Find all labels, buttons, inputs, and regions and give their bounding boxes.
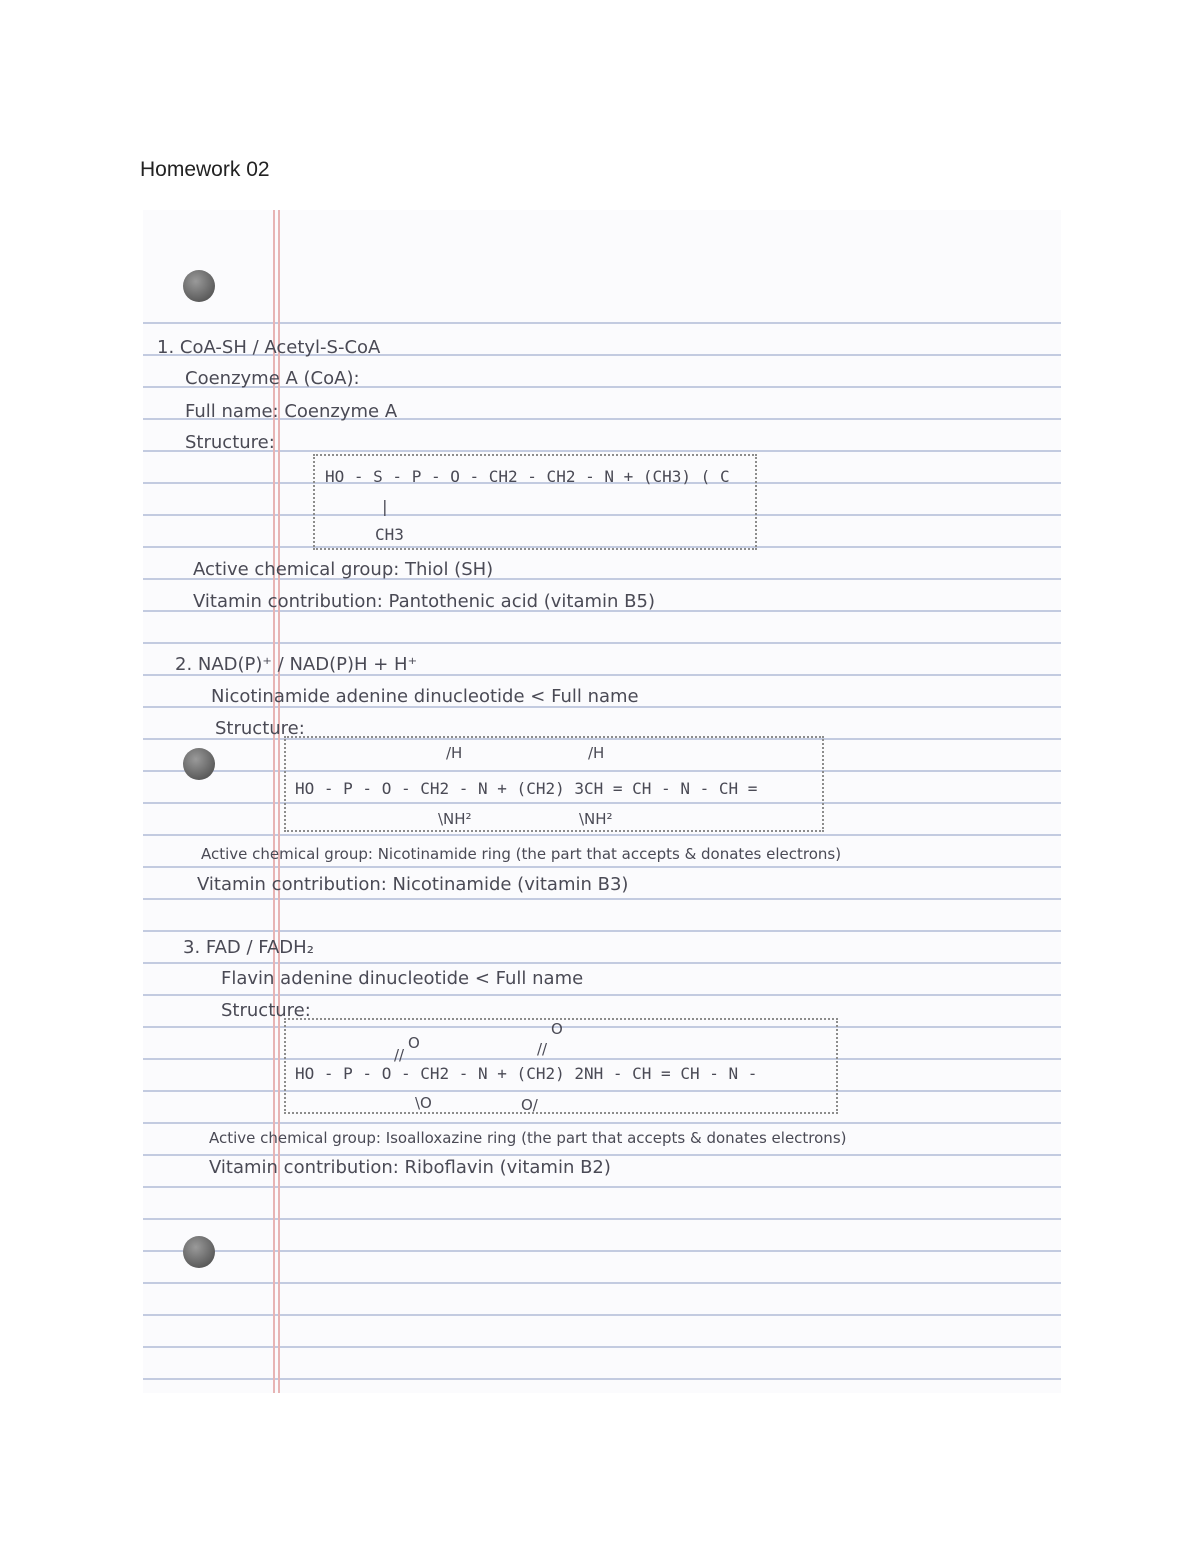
q3-structure-label: Structure: [221,1000,311,1021]
ruled-line [143,1154,1061,1156]
ruled-line [143,1122,1061,1124]
q1-vitamin: Vitamin contribution: Pantothenic acid (vitamin B5) [193,591,655,612]
q2-heading: 2. NAD(P)⁺ / NAD(P)H + H⁺ [175,654,418,675]
notebook-page [143,210,1061,1393]
binder-hole [183,1236,215,1268]
ruled-line [143,930,1061,932]
ruled-line [143,962,1061,964]
q2-structure-line: HO - P - O - CH2 - N + (CH2) 3CH = CH - N - CH = [295,779,758,798]
q3-double-bond-right: // [537,1040,548,1058]
q1-full-name: Full name: Coenzyme A [185,401,398,422]
ruled-line [143,1250,1061,1252]
ruled-line [143,322,1061,324]
q3-active-group: Active chemical group: Isoalloxazine ring (the part that accepts & donates electrons) [209,1129,847,1147]
q2-nh-2: \NH² [579,810,613,828]
ruled-line [143,1282,1061,1284]
q2-nh-1: \NH² [438,810,472,828]
binder-hole [183,748,215,780]
q2-full-name: Nicotinamide adenine dinucleotide < Full name [211,686,639,707]
q3-full-name: Flavin adenine dinucleotide < Full name [221,968,584,989]
q3-o-bottom-left: \O [415,1094,432,1112]
q3-o-bottom-right: O/ [521,1096,538,1114]
q2-vitamin: Vitamin contribution: Nicotinamide (vitamin B3) [197,874,629,895]
ruled-line [143,898,1061,900]
ruled-line [143,834,1061,836]
q2-structure-label: Structure: [215,718,305,739]
page-title: Homework 02 [140,158,270,181]
q3-structure-line: HO - P - O - CH2 - N + (CH2) 2NH - CH = CH - N - [295,1064,758,1083]
ruled-line [143,1314,1061,1316]
q1-subtitle: Coenzyme A (CoA): [185,368,360,389]
ruled-line [143,994,1061,996]
q1-active-group: Active chemical group: Thiol (SH) [193,559,494,580]
q3-o-top-right: O [551,1020,563,1038]
q3-vitamin: Vitamin contribution: Riboflavin (vitamin B2) [209,1157,611,1178]
q3-o-top-left: O [408,1034,420,1052]
ruled-line [143,450,1061,452]
q2-h-1: /H [446,744,463,762]
q1-heading: 1. CoA-SH / Acetyl-S-CoA [157,337,381,358]
ruled-line [143,866,1061,868]
q1-structure-label: Structure: [185,432,275,453]
q1-structure-sub: CH3 [375,525,404,544]
ruled-line [143,1218,1061,1220]
ruled-line [143,1186,1061,1188]
q3-double-bond-left: // [394,1046,405,1064]
binder-hole [183,270,215,302]
ruled-line [143,1346,1061,1348]
q3-heading: 3. FAD / FADH₂ [183,937,314,958]
ruled-line [143,1378,1061,1380]
ruled-line [143,642,1061,644]
q2-active-group: Active chemical group: Nicotinamide ring (the part that accepts & donates electrons) [201,845,842,863]
q1-structure-line: HO - S - P - O - CH2 - CH2 - N + (CH3) ( C [325,467,730,486]
q2-h-2: /H [588,744,605,762]
q1-structure-branch: | [380,497,390,516]
